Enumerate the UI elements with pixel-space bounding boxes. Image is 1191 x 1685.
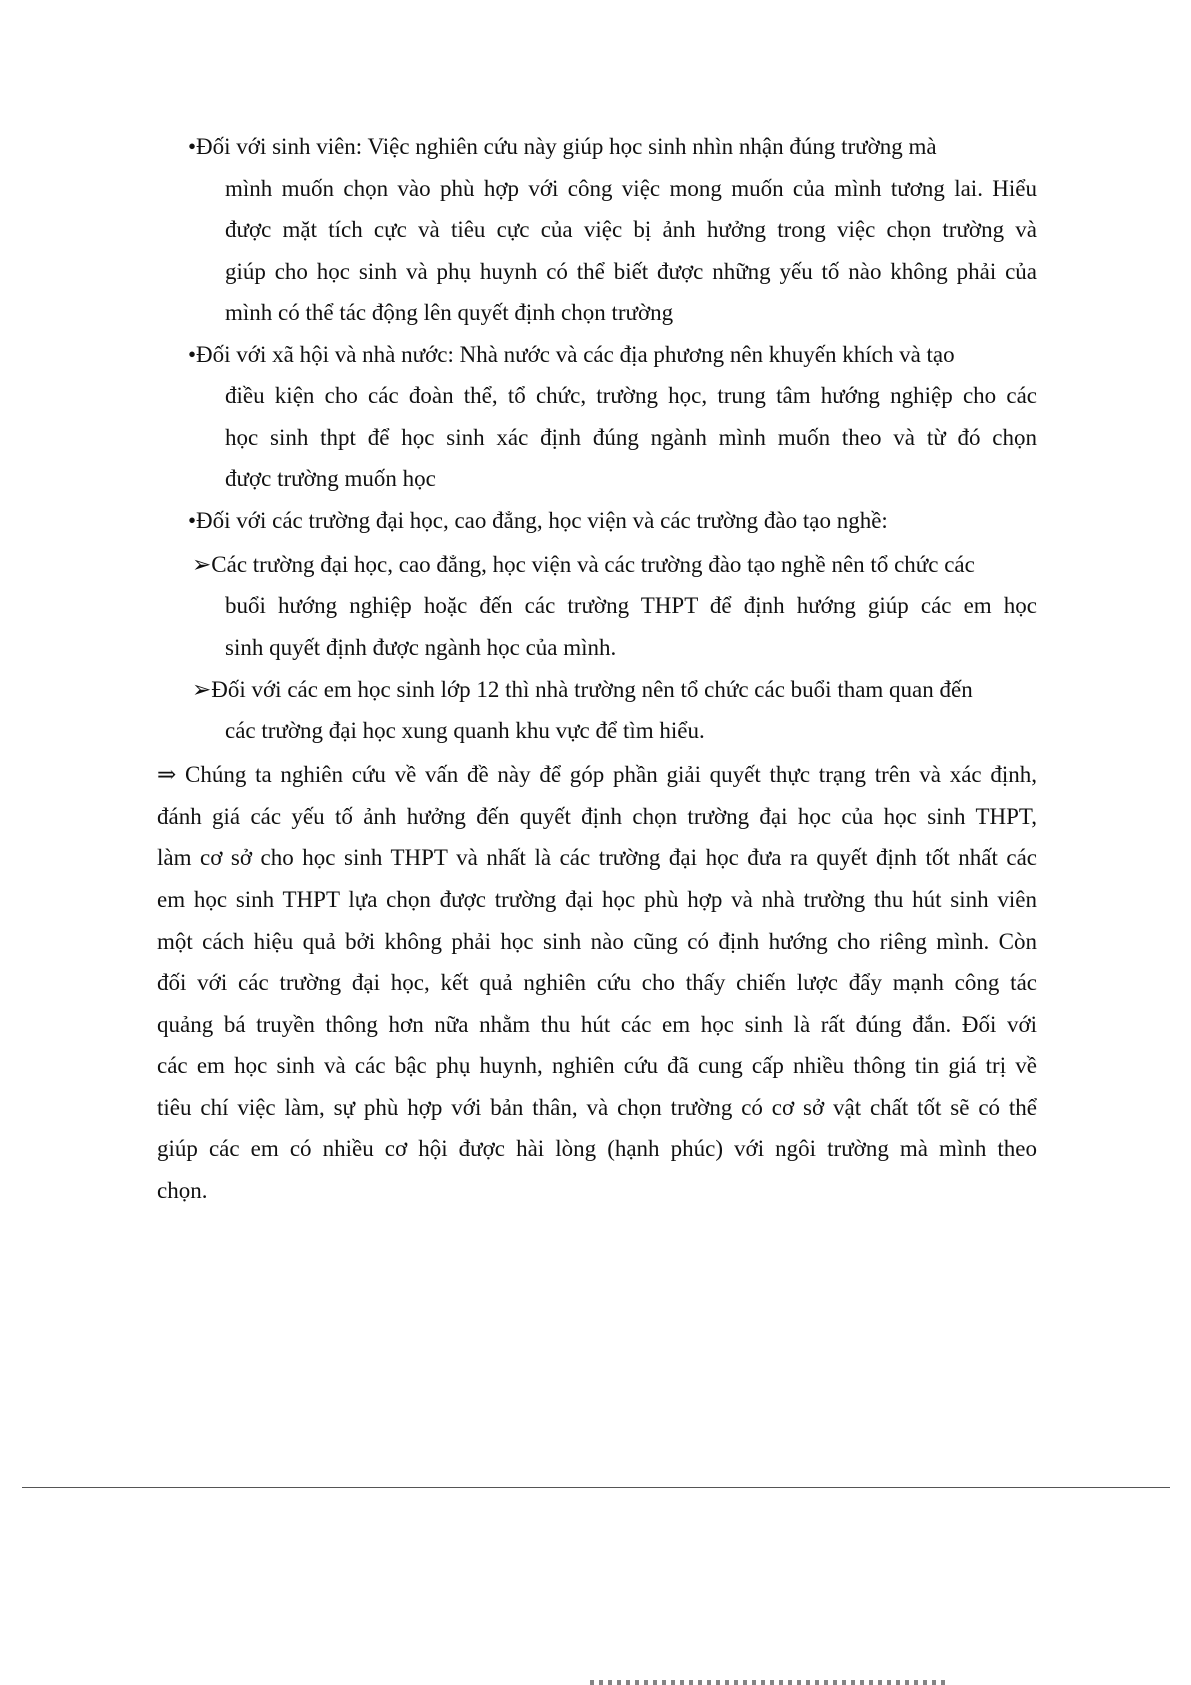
- text-line: •Đối với sinh viên: Việc nghiên cứu này giúp học sinh nhìn nhận đúng trường mà: [188, 134, 937, 159]
- text-line: điều kiện cho các đoàn thể, tổ chức, trường học, trung tâm hướng nghiệp cho các: [225, 383, 1037, 408]
- text-line: đối với các trường đại học, kết quả nghiên cứu cho thấy chiến lược đẩy mạnh công tác: [157, 970, 1037, 995]
- footer-divider: [22, 1487, 1170, 1488]
- text-line: mình muốn chọn vào phù hợp với công việc mong muốn của mình tương lai. Hiểu: [225, 176, 1037, 201]
- text-line: ➢Các trường đại học, cao đẳng, học viện và các trường đào tạo nghề nên tổ chức các: [192, 552, 975, 577]
- text-line: buổi hướng nghiệp hoặc đến các trường THPT để định hướng giúp các em học: [225, 593, 1037, 618]
- text-line: tiêu chí việc làm, sự phù hợp với bản thân, và chọn trường có cơ sở vật chất tốt sẽ có thể: [157, 1095, 1037, 1120]
- text-line: giúp cho học sinh và phụ huynh có thể biết được những yếu tố nào không phải của: [225, 259, 1037, 284]
- text-line: các trường đại học xung quanh khu vực để tìm hiểu.: [225, 718, 705, 743]
- text-line: em học sinh THPT lựa chọn được trường đại học phù hợp và nhà trường thu hút sinh viên: [157, 887, 1037, 912]
- text-line: chọn.: [157, 1178, 208, 1203]
- text-line: quảng bá truyền thông hơn nữa nhằm thu hút các em học sinh là rất đúng đắn. Đối với: [157, 1012, 1037, 1037]
- text-line: được trường muốn học: [225, 466, 436, 491]
- text-line: đánh giá các yếu tố ảnh hưởng đến quyết định chọn trường đại học của học sinh THPT,: [157, 804, 1037, 829]
- scan-artifact: [590, 1680, 950, 1685]
- text-line: làm cơ sở cho học sinh THPT và nhất là các trường đại học đưa ra quyết định tốt nhất các: [157, 845, 1037, 870]
- text-line: các em học sinh và các bậc phụ huynh, nghiên cứu đã cung cấp nhiều thông tin giá trị về: [157, 1053, 1037, 1078]
- text-line: ⇒ Chúng ta nghiên cứu về vấn đề này để góp phần giải quyết thực trạng trên và xác định,: [157, 762, 1037, 787]
- text-line: giúp các em có nhiều cơ hội được hài lòng (hạnh phúc) với ngôi trường mà mình theo: [157, 1136, 1037, 1161]
- text-line: •Đối với xã hội và nhà nước: Nhà nước và các địa phương nên khuyến khích và tạo: [188, 342, 955, 367]
- text-line: một cách hiệu quả bởi không phải học sinh nào cũng có định hướng cho riêng mình. Còn: [157, 929, 1037, 954]
- text-line: mình có thể tác động lên quyết định chọn trường: [225, 300, 674, 325]
- text-line: ➢Đối với các em học sinh lớp 12 thì nhà trường nên tổ chức các buổi tham quan đến: [192, 677, 973, 702]
- text-line: được mặt tích cực và tiêu cực của việc bị ảnh hưởng trong việc chọn trường và: [225, 217, 1037, 242]
- text-line: •Đối với các trường đại học, cao đẳng, học viện và các trường đào tạo nghề:: [188, 508, 888, 533]
- text-line: sinh quyết định được ngành học của mình.: [225, 635, 617, 660]
- text-line: học sinh thpt để học sinh xác định đúng ngành mình muốn theo và từ đó chọn: [225, 425, 1037, 450]
